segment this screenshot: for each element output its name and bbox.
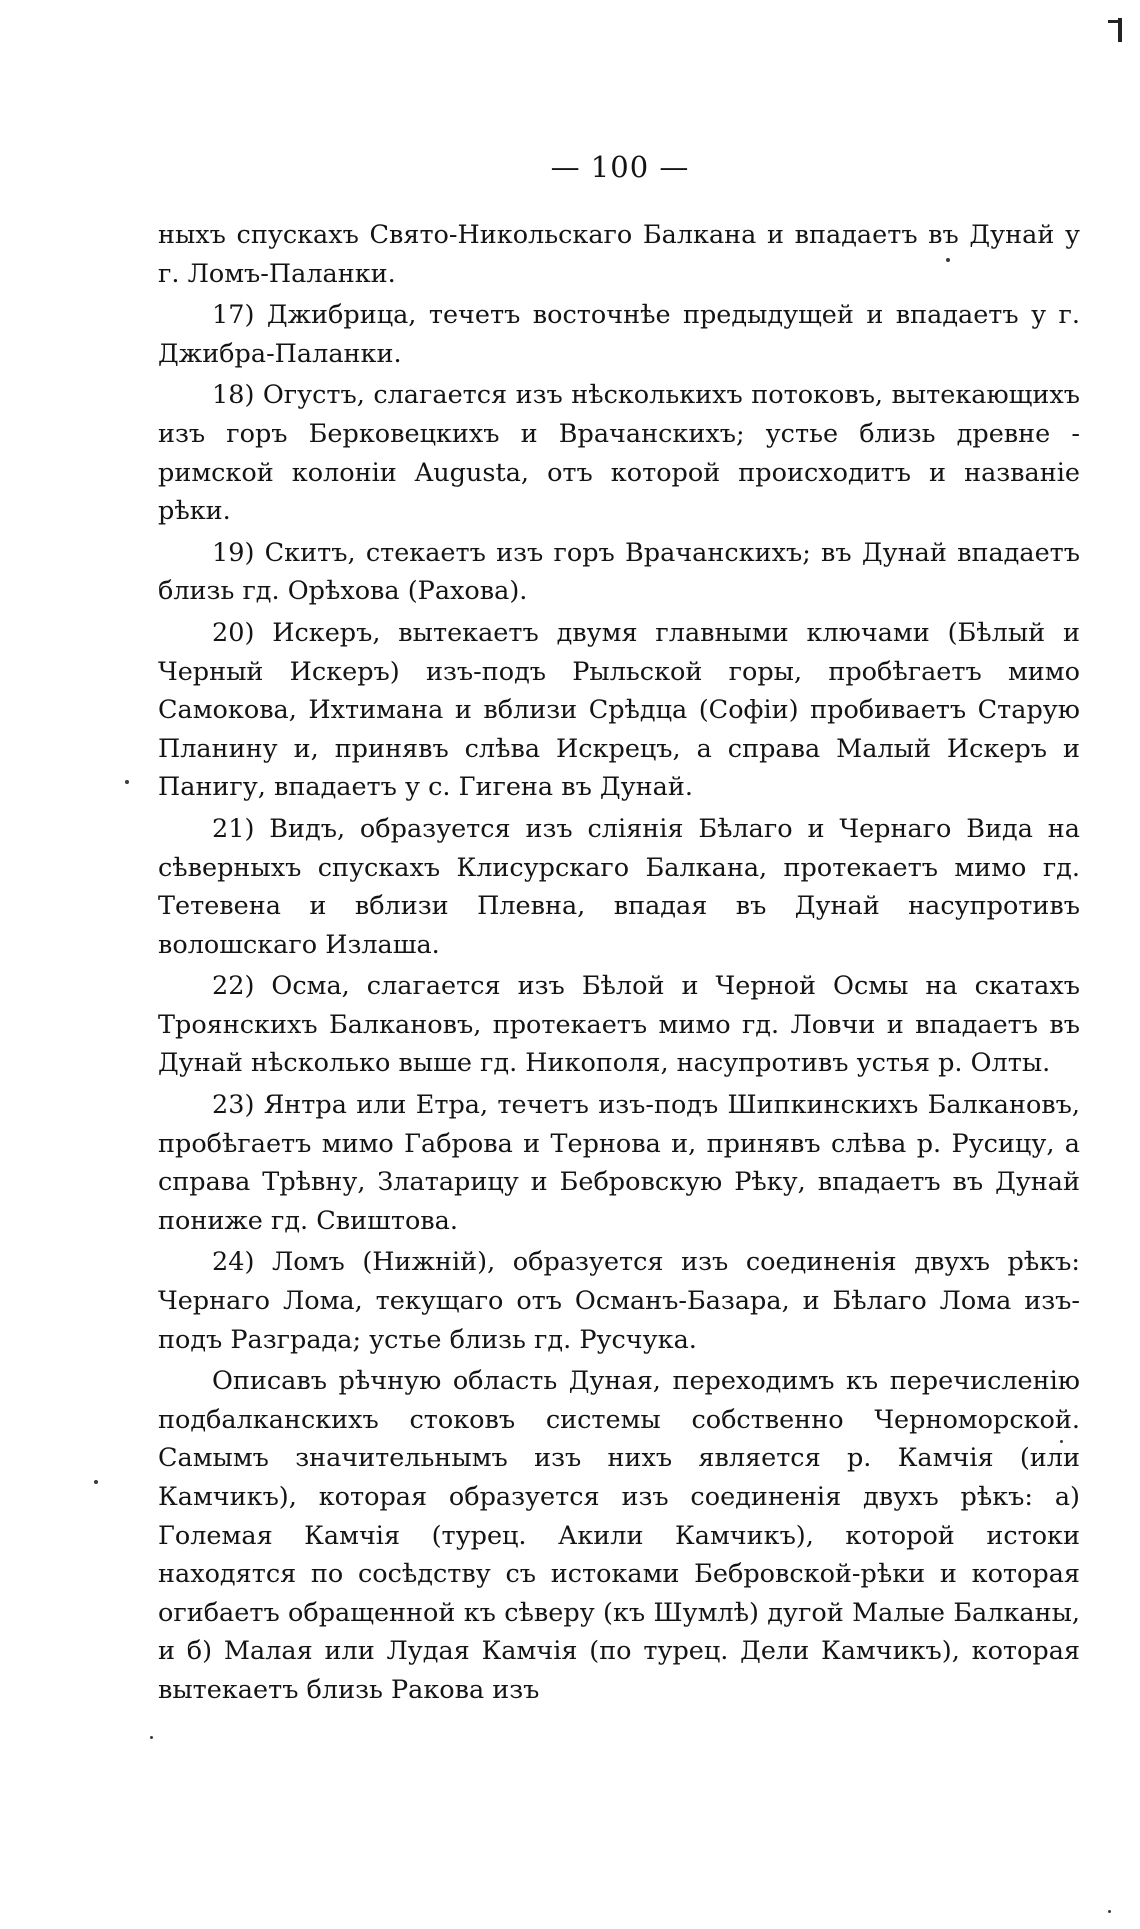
scan-edge-mark [1118, 18, 1122, 42]
paragraph-item-20: 20) Искеръ, вытекаетъ двумя главными ключами (Бѣлый и Черный Искеръ) изъ-подъ Рыльской горы, пробѣгаетъ мимо Самокова, Ихтимана и вблизи Срѣдца (Софіи) пробиваетъ Старую Планину и, принявъ слѣва Искрецъ, а справа Малый Искеръ и Панигу, впадаетъ у с. Гигена въ Дунай. [158, 617, 1080, 803]
paragraph-item-17: 17) Джибрица, течетъ восточнѣе предыдущей и впадаетъ у г. Джибра-Паланки. [158, 300, 1080, 369]
scan-speck [1108, 1910, 1111, 1913]
paragraph-item-23: 23) Янтра или Етра, течетъ изъ-подъ Шипкинскихъ Балкановъ, пробѣгаетъ мимо Габрова и Тернова и, принявъ слѣва р. Русицу, а справа Трѣвну, Златарицу и Бебровскую Рѣку, впадаетъ въ Дунай пониже гд. Свиштова. [158, 1090, 1080, 1236]
scan-speck [125, 780, 129, 784]
page-number: — 100 — [550, 150, 690, 184]
paragraph-continued: ныхъ спускахъ Свято-Никольскаго Балкана и впадаетъ въ Дунай у г. Ломъ-Паланки. [158, 220, 1080, 289]
paragraph-item-19: 19) Скитъ, стекаетъ изъ горъ Врачанскихъ; въ Дунай впадаетъ близь гд. Орѣхова (Рахова). [158, 537, 1080, 607]
paragraph-item-18: 18) Огустъ, слагается изъ нѣсколькихъ потоковъ, вытекающихъ изъ горъ Берковецкихъ и Врачанскихъ; устье близь древне - римской колоніи Augusta, отъ которой происходитъ и названіе рѣки. [158, 380, 1080, 527]
scan-speck [946, 258, 950, 262]
page-text [158, 216, 1080, 1713]
scan-speck [150, 1736, 153, 1739]
paragraph-item-22: 22) Осма, слагается изъ Бѣлой и Черной Осмы на скатахъ Троянскихъ Балкановъ, протекаетъ мимо гд. Ловчи и впадаетъ въ Дунай нѣсколько выше гд. Никополя, насупротивъ устья р. Олты. [158, 971, 1080, 1079]
scan-speck [1060, 1440, 1063, 1443]
paragraph-item-24: 24) Ломъ (Нижній), образуется изъ соединенія двухъ рѣкъ: Чернаго Лома, текущаго отъ Османъ-Базара, и Бѣлаго Лома изъ-подъ Разграда; устье близь гд. Русчука. [158, 1247, 1080, 1355]
scan-speck [94, 1480, 98, 1484]
scan-edge-mark [1108, 20, 1118, 23]
paragraph-black-sea: Описавъ рѣчную область Дуная, переходимъ къ перечисленію подбалканскихъ стоковъ системы собственно Черноморской. Самымъ значительнымъ изъ нихъ является р. Камчія (или Камчикъ), которая образуется изъ соединенія двухъ рѣкъ: а) Големая Камчія (турец. Акили Камчикъ), которой истоки находятся по сосѣдству съ истоками Бебровской-рѣки и которая огибаетъ обращенной къ сѣверу (къ Шумлѣ) дугой Малые Балканы, и б) Малая или Лудая Камчія (по турец. Дели Камчикъ), которая вытекаетъ близь Ракова изъ [158, 1366, 1080, 1705]
paragraph-item-21: 21) Видъ, образуется изъ сліянія Бѣлаго и Чернаго Вида на сѣверныхъ спускахъ Клисурскаго Балкана, протекаетъ мимо гд. Тетевена и вблизи Плевна, впадая въ Дунай насупротивъ волошскаго Излаша. [158, 813, 1080, 960]
